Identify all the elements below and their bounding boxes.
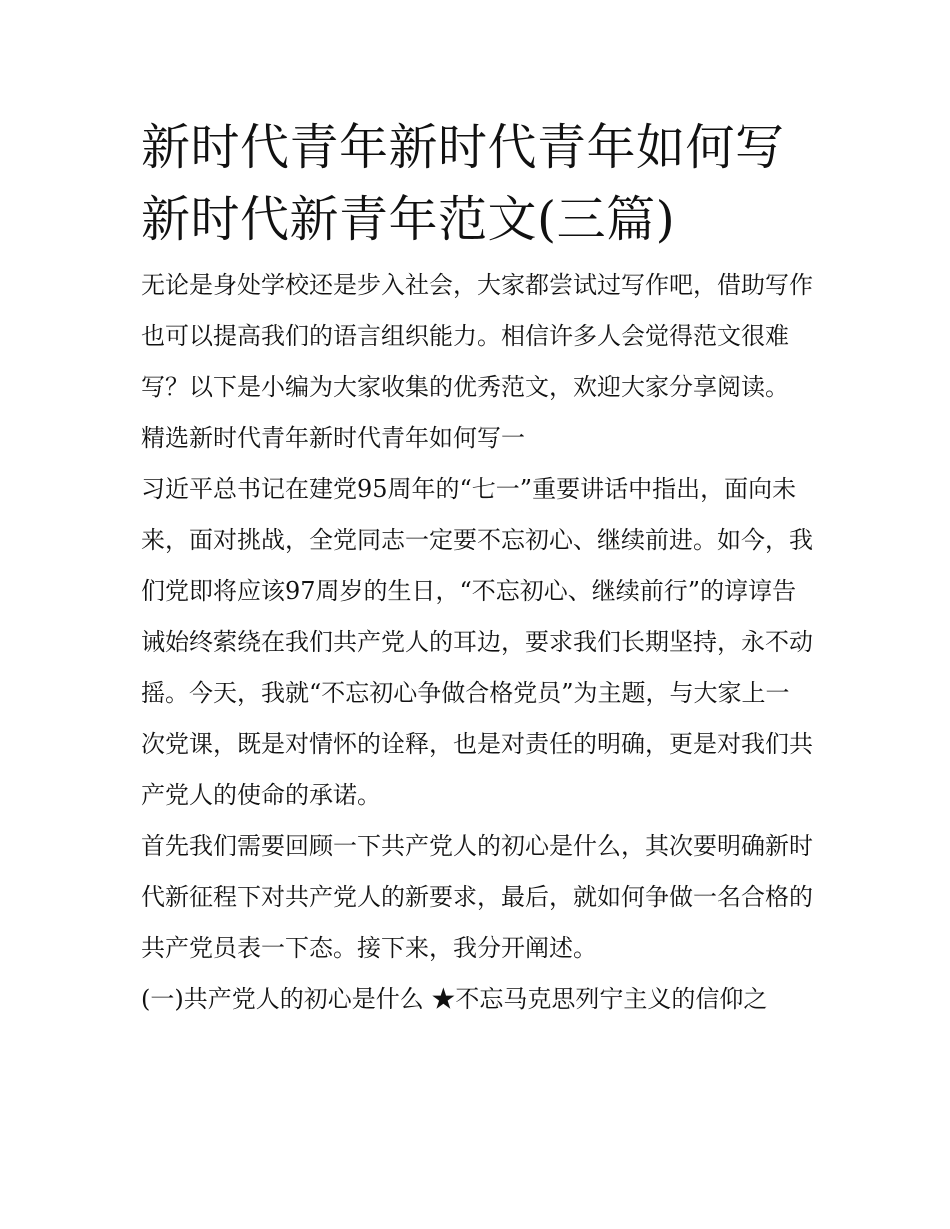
document-body [141,112,813,1025]
document-title: 新时代青年新时代青年如何写新时代新青年范文(三篇) [141,119,785,248]
intro-paragraph: 无论是身处学校还是步入社会，大家都尝试过写作吧，借助写作也可以提高我们的语言组织能力。相信许多人会觉得范文很难写？以下是小编为大家收集的优秀范文，欢迎大家分享阅读。 [141,271,813,401]
body-paragraph: 首先我们需要回顾一下共产党人的初心是什么，其次要明确新时代新征程下对共产党人的新要求，最后，就如何争做一名合格的共产党员表一下态。接下来，我分开阐述。 [141,832,813,962]
subsection-line: (一)共产党人的初心是什么 ★不忘马克思列宁主义的信仰之 [141,985,768,1013]
section-heading: 精选新时代青年新时代青年如何写一 [141,424,525,452]
body-paragraph: 习近平总书记在建党95周年的“七一”重要讲话中指出，面向未来，面对挑战，全党同志一定要不忘初心、继续前进。如今，我们党即将应该97周岁的生日，“不忘初心、继续前行”的谆谆告诫始终萦绕在我们共产党人的耳边，要求我们长期坚持，永不动摇。今天，我就“不忘初心争做合格党员”为主题，与大家上一次党课，既是对情怀的诠释，也是对责任的明确，更是对我们共产党人的使命的承诺。 [141,475,813,809]
